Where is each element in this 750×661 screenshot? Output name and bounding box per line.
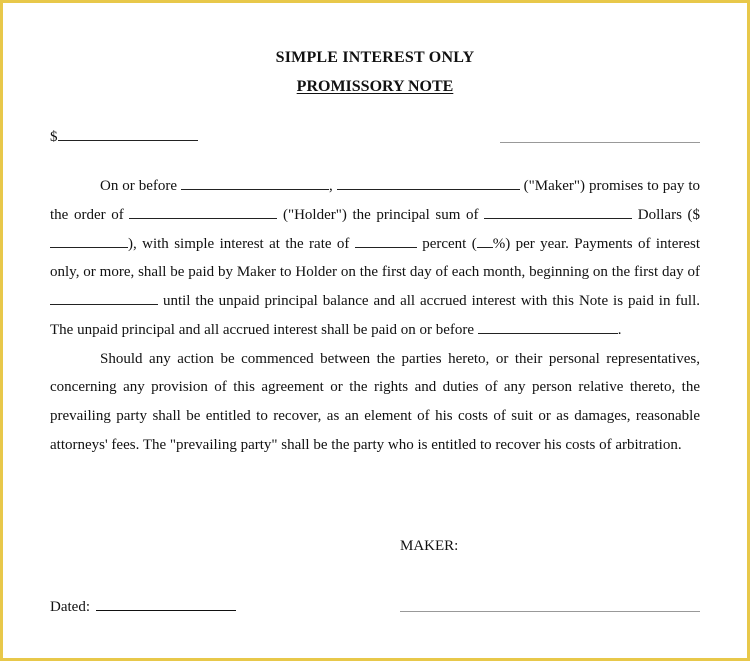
final-payment-date-blank[interactable] (478, 320, 618, 334)
dated-row (50, 596, 236, 616)
maker-signature-blank[interactable] (400, 611, 700, 612)
document-body (50, 172, 700, 460)
document-subtitle: PROMISSORY NOTE (296, 78, 454, 95)
dated-label: Dated: (50, 599, 90, 615)
document-page (3, 3, 747, 658)
amount-prefix: $ (50, 129, 58, 145)
amount-row (50, 126, 198, 146)
principal-amount-blank[interactable] (50, 234, 128, 248)
holder-name-blank[interactable] (129, 205, 277, 219)
due-date-blank[interactable] (181, 176, 329, 190)
principal-words-blank[interactable] (484, 205, 632, 219)
top-date-blank[interactable] (500, 142, 700, 143)
paragraph-2: Should any action be commenced between the parties hereto, or their personal representatives, concerning any provision of this agreement or the rights and duties of any person relative thereto, the prevailing party shall be entitled to recover, as an element of his costs of suit or as damages, reasonable attorneys' fees. The "prevailing party" shall be the party who is entitled to recover his costs of arbitration. (50, 350, 700, 453)
maker-name-blank[interactable] (337, 176, 520, 190)
rate-words-blank[interactable] (355, 234, 417, 248)
paragraph-1: On or before , ("Maker") promises to pay to the order of ("Holder") the principal sum of Dollars ($), with simple interest at the rate of percent ( %) per year. Payments of interest only, or more, shall be paid by Maker to Holder on the first day of each month, beginning on the first day of until the unpaid principal balance and all accrued interest with this Note is paid in full. The unpaid principal and all accrued interest shall be paid on or before . (50, 178, 701, 338)
maker-label: MAKER: (400, 538, 459, 554)
rate-percent-blank[interactable] (477, 234, 493, 248)
dated-blank[interactable] (96, 596, 236, 611)
first-payment-date-blank[interactable] (50, 291, 158, 305)
amount-blank[interactable] (58, 126, 198, 141)
document-title: SIMPLE INTEREST ONLY (275, 49, 475, 66)
